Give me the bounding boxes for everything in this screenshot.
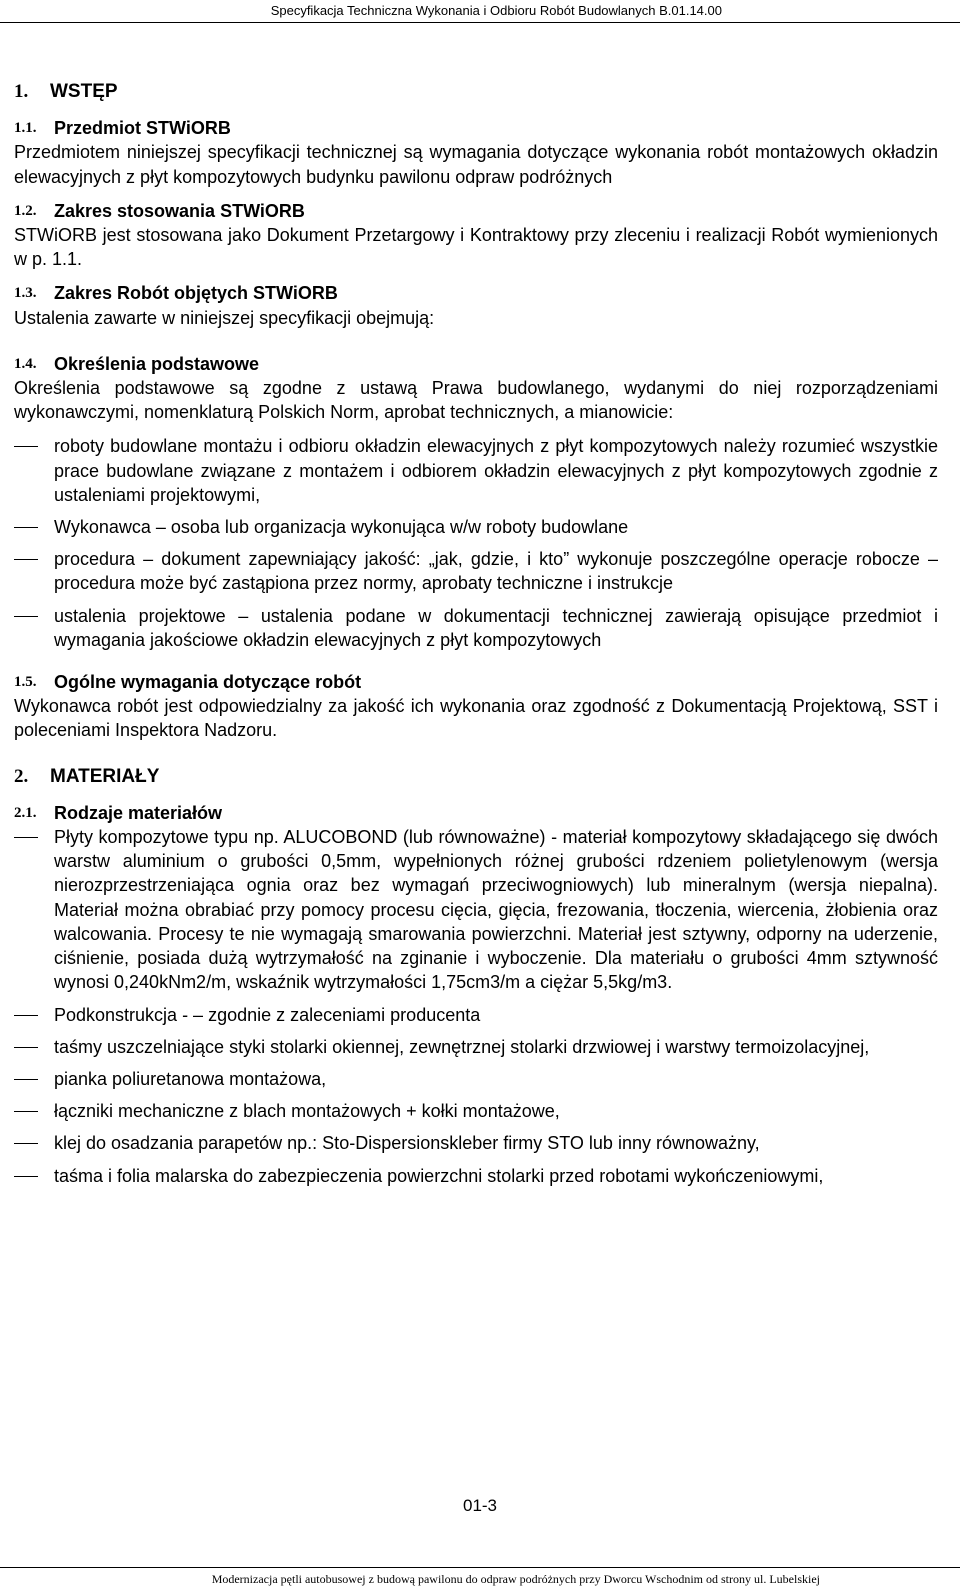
list-item (14, 1164, 938, 1188)
section-1-2-body: STWiORB jest stosowana jako Dokument Przetargowy i Kontraktowy przy zleceniu i realizacji Robót wymienionych w p. 1.1. (14, 225, 938, 270)
section-heading-1 (14, 80, 938, 104)
section-number: 2.1. (14, 804, 37, 821)
page-number: 01-3 (462, 1496, 498, 1515)
section-title: Zakres stosowania STWiORB (54, 200, 305, 221)
dash-bullet-icon (14, 547, 54, 595)
list-item-text: ustalenia projektowe – ustalenia podane w dokumentacji technicznej zawierają opisujące przedmiot i wymagania jakościowe okładzin elewacyjnych z płyt kompozytowych (54, 605, 938, 650)
dash-bullet-icon (14, 1003, 54, 1027)
list-item-text: Wykonawca – osoba lub organizacja wykonująca w/w roboty budowlane (54, 517, 629, 538)
section-heading-1-3 (14, 281, 938, 305)
section-number: 2. (14, 765, 29, 787)
dash-bullet-icon (14, 1164, 54, 1188)
dash-bullet-icon (14, 604, 54, 652)
list-item (14, 434, 938, 507)
list-item-text: taśmy uszczelniające styki stolarki okiennej, zewnętrznej stolarki drzwiowej i warstwy termoizolacyjnej, (54, 1036, 870, 1057)
list-item (14, 1131, 938, 1155)
list-item-text: Płyty kompozytowe typu np. ALUCOBOND (lub równoważne) - materiał kompozytowy składającego się dwóch warstw aluminium o grubości 0,5mm, wypełnionych różnej grubości rdzeniem polietylenowym (wersja nierozprzestrzeniająca ognia oraz bez wymagań przeciwogniowych) lub mineralnym (wersja niepalna). Materiał można obrabiać przy pomocy procesu cięcia, gięcia, frezowania, tłoczenia, wiercenia, żłobienia oraz walcowania. Procesy te nie wymagają smarowania powierzchni. Materiał jest sztywny, odporny na uderzenie, ciśnienie, posiada dużą wytrzymałość na zginanie i wyboczenie. Dla materiału o grubości 4mm sztywność wynosi 0,240kNm2/m, wskaźnik wytrzymałości 1,75cm3/m a ciężar 5,5kg/m3. (54, 827, 938, 993)
section-title: Zakres Robót objętych STWiORB (54, 283, 338, 304)
list-item-text: łączniki mechaniczne z blach montażowych + kołki montażowe, (54, 1101, 560, 1122)
dash-bullet-icon (14, 825, 54, 994)
section-title: Przedmiot STWiORB (54, 118, 231, 139)
list-item (14, 515, 938, 539)
dash-bullet-icon (14, 1131, 54, 1155)
section-1-3-body: Ustalenia zawarte w niniejszej specyfikacji obejmują: (14, 307, 435, 328)
section-title: WSTĘP (50, 81, 118, 102)
section-heading-1-4 (14, 352, 938, 376)
list-item-text: klej do osadzania parapetów np.: Sto-Dispersionskleber firmy STO lub inny równoważny, (54, 1133, 760, 1154)
section-heading-1-2 (14, 199, 938, 223)
list-item (14, 1035, 938, 1059)
dash-bullet-icon (14, 515, 54, 539)
section-number: 1. (14, 81, 29, 102)
section-number: 1.5. (14, 674, 37, 691)
section-heading-1-1 (14, 116, 938, 140)
document-content (14, 80, 938, 1196)
section-heading-1-5 (14, 670, 938, 694)
running-header-title: Specyfikacja Techniczna Wykonania i Odbioru Robót Budowlanych B.01.14.00 (270, 3, 722, 18)
section-heading-2-1 (14, 801, 938, 825)
section-1-4-body: Określenia podstawowe są zgodne z ustawą Prawa budowlanego, wydanymi do niej rozporządzeniami wykonawczymi, nomenklaturą Polskich Norm, aprobat technicznych, a mianowicie: (14, 378, 938, 423)
dash-bullet-icon (14, 1035, 54, 1059)
section-heading-2 (14, 765, 938, 789)
dash-bullet-icon (14, 1067, 54, 1091)
running-footer-text: Modernizacja pętli autobusowej z budową pawilonu do odpraw podróżnych przy Dworcu Wschodnim od strony ul. Lubelskiej (211, 1572, 820, 1586)
list-item-text: Podkonstrukcja - – zgodnie z zaleceniami producenta (54, 1004, 481, 1025)
section-title: Określenia podstawowe (54, 353, 260, 374)
running-footer (0, 1567, 960, 1587)
list-item (14, 604, 938, 652)
section-number: 1.4. (14, 355, 37, 372)
list-item-text: pianka poliuretanowa montażowa, (54, 1068, 327, 1089)
section-1-1-body: Przedmiotem niniejszej specyfikacji technicznej są wymagania dotyczące wykonania robót montażowych okładzin elewacyjnych z płyt kompozytowych budynku pawilonu odpraw podróżnych (14, 142, 938, 187)
list-item-text: procedura – dokument zapewniający jakość: „jak, gdzie, i kto” wykonuje poszczególne operacje robocze – procedura może być zastąpiona przez normy, aprobaty techniczne i instrukcje (54, 549, 938, 594)
section-title: MATERIAŁY (50, 765, 160, 787)
dash-bullet-icon (14, 434, 54, 507)
section-number: 1.3. (14, 285, 37, 302)
list-item (14, 1067, 938, 1091)
dash-bullet-icon (14, 1099, 54, 1123)
list-item (14, 1099, 938, 1123)
list-item (14, 825, 938, 994)
section-1-5-body: Wykonawca robót jest odpowiedzialny za jakość ich wykonania oraz zgodność z Dokumentacją Projektową, SST i poleceniami Inspektora Nadzoru. (14, 696, 938, 741)
running-header (0, 0, 960, 23)
list-item-text: taśma i folia malarska do zabezpieczenia powierzchni stolarki przed robotami wykończeniowymi, (54, 1165, 824, 1186)
list-item (14, 547, 938, 595)
list-item (14, 1003, 938, 1027)
section-number: 1.1. (14, 120, 37, 137)
section-title: Rodzaje materiałów (54, 802, 223, 823)
section-title: Ogólne wymagania dotyczące robót (54, 672, 362, 693)
list-item-text: roboty budowlane montażu i odbioru okładzin elewacyjnych z płyt kompozytowych należy rozumieć wszystkie prace budowlane związane z montażem i odbiorem okładzin elewacyjnych z płyt kompozytowych zgodnie z ustaleniami projektowymi, (54, 436, 938, 505)
section-number: 1.2. (14, 202, 37, 219)
